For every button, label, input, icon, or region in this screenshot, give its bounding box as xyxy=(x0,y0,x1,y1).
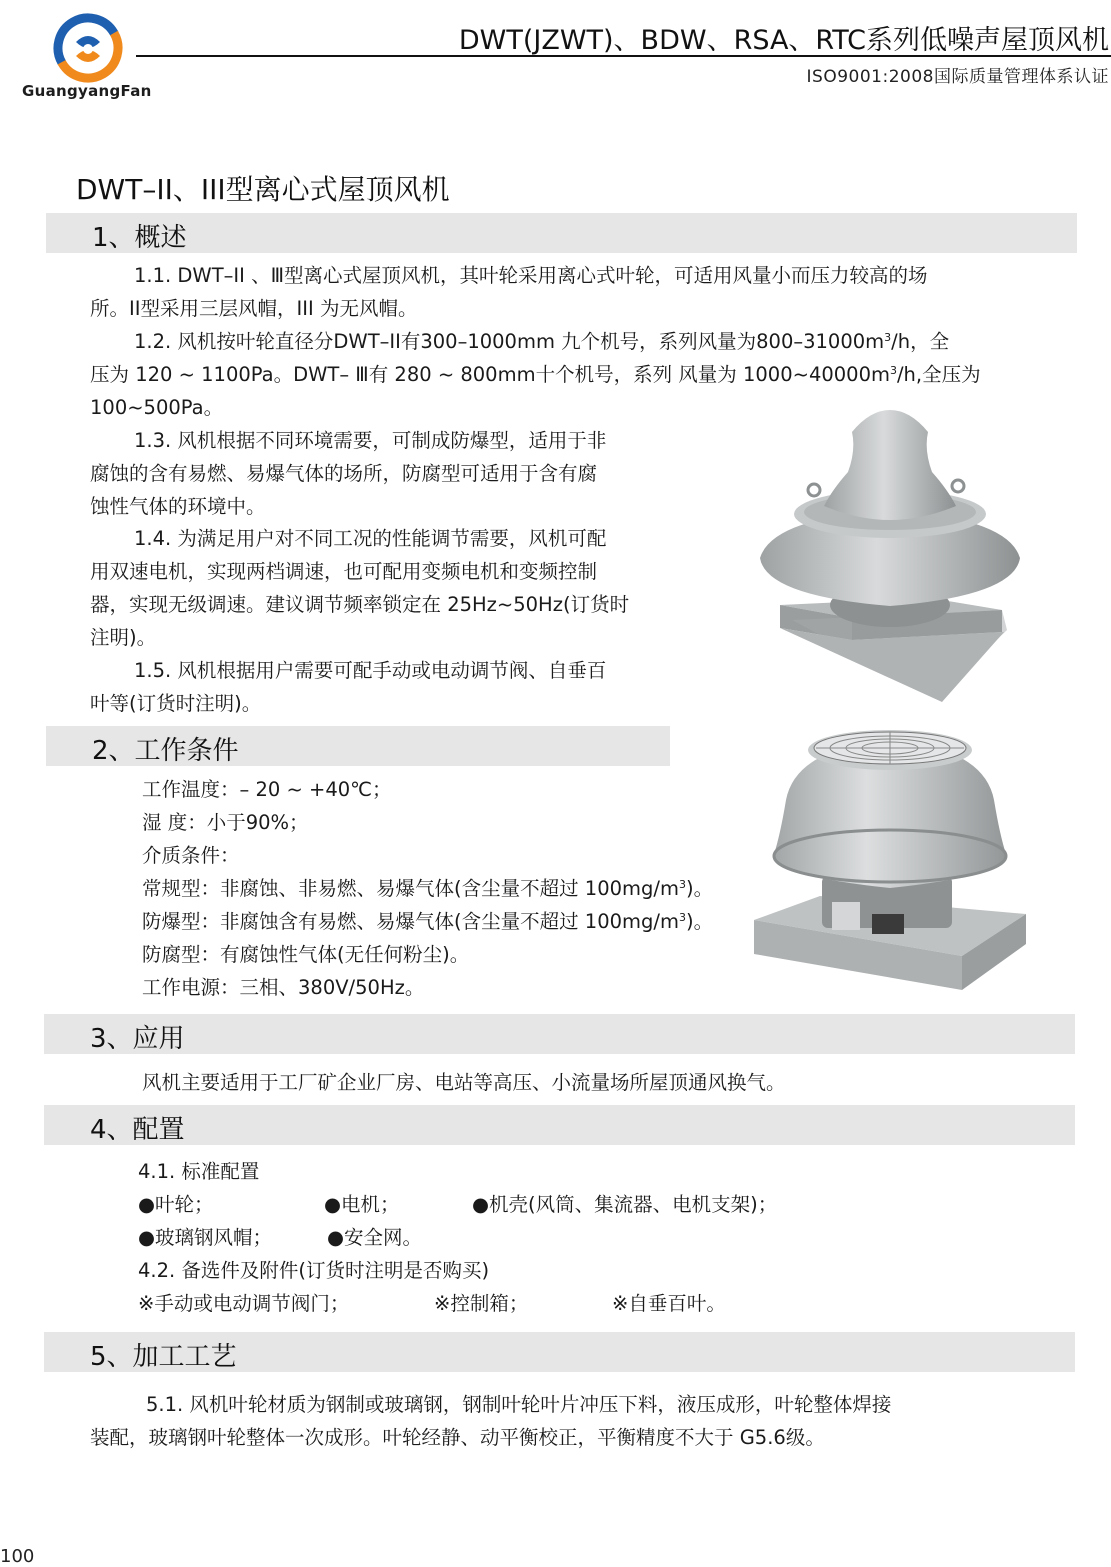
overview-p3-line2: 腐蚀的含有易燃、易爆气体的场所，防腐型可适用于含有腐 xyxy=(90,462,598,485)
section-bar-application xyxy=(44,1014,1075,1054)
condition-humidity: 湿 度：小于90%； xyxy=(142,811,309,834)
section-bar-configuration xyxy=(44,1105,1075,1145)
section-bar-processing xyxy=(44,1332,1075,1372)
processing-line2: 装配，玻璃钢叶轮整体一次成形。叶轮经静、动平衡校正，平衡精度不大于 G5.6级。 xyxy=(90,1426,825,1449)
section-heading-working-conditions: 2、工作条件 xyxy=(92,736,239,766)
optional-accessories-heading: 4.2. 备选件及附件(订货时注明是否购买) xyxy=(138,1259,490,1282)
condition-temperature: 工作温度：– 20 ~ +40℃； xyxy=(142,778,392,801)
dwt-iii-fan-image xyxy=(750,726,1030,994)
condition-power-supply: 工作电源：三相、380V/50Hz。 xyxy=(142,976,425,999)
overview-p1-line1: 1.1. DWT–II 、Ⅲ型离心式屋顶风机，其叶轮采用离心式叶轮，可适用风量小而压力较高的场 xyxy=(134,264,928,287)
page-number: 100 xyxy=(0,1546,35,1567)
overview-p5-line2: 叶等(订货时注明)。 xyxy=(90,692,262,715)
page-title: DWT–II、III型离心式屋顶风机 xyxy=(76,173,450,206)
overview-p4-line1: 1.4. 为满足用户对不同工况的性能调节需要，风机可配 xyxy=(134,527,607,550)
condition-standard-type: 常规型：非腐蚀、非易燃、易爆气体(含尘量不超过 $100mg/m^3$)。 xyxy=(142,877,714,900)
section-bar-working-conditions xyxy=(46,726,670,766)
standard-item-casing: ●机壳(风筒、集流器、电机支架)； xyxy=(472,1193,778,1216)
dwt-ii-fan-image xyxy=(752,410,1027,705)
section-heading-configuration: 4、配置 xyxy=(90,1115,185,1145)
condition-explosion-proof-type: 防爆型：非腐蚀含有易燃、易爆气体(含尘量不超过 $100mg/m^3$)。 xyxy=(142,910,714,933)
standard-item-frp-hood: ●玻璃钢风帽； xyxy=(138,1226,273,1249)
overview-p1-line2: 所。II型采用三层风帽，III 为无风帽。 xyxy=(90,297,418,320)
header-rule xyxy=(136,55,1111,57)
certification-text: ISO9001:2008国际质量管理体系认证 xyxy=(806,67,1109,87)
overview-p4-line2: 用双速电机，实现两档调速，也可配用变频电机和变频控制 xyxy=(90,560,598,583)
standard-item-motor: ●电机； xyxy=(324,1193,400,1216)
standard-item-safety-net: ●安全网。 xyxy=(327,1226,423,1249)
application-text: 风机主要适用于工厂矿企业厂房、电站等高压、小流量场所屋顶通风换气。 xyxy=(142,1071,786,1094)
optional-item-louver: ※自垂百叶。 xyxy=(612,1292,726,1315)
section-heading-application: 3、应用 xyxy=(90,1024,185,1054)
overview-p4-line3: 器，实现无级调速。建议调节频率锁定在 25Hz~50Hz(订货时 xyxy=(90,593,630,616)
processing-line1: 5.1. 风机叶轮材质为钢制或玻璃钢，钢制叶轮叶片冲压下料，液压成形，叶轮整体焊接 xyxy=(146,1393,892,1416)
overview-p2-line2: 压为 120 ~ 1100Pa。DWT– Ⅲ有 280 ~ 800mm十个机号，系列 风量为 $1000\sim 40000m^3/h$,全压为 xyxy=(90,363,981,386)
overview-p3-line1: 1.3. 风机根据不同环境需要，可制成防爆型，适用于非 xyxy=(134,429,607,452)
overview-p2-line3: 100~500Pa。 xyxy=(90,396,224,419)
overview-p5-line1: 1.5. 风机根据用户需要可配手动或电动调节阀、自垂百 xyxy=(134,659,607,682)
overview-p3-line3: 蚀性气体的环境中。 xyxy=(90,495,266,518)
overview-p4-line4: 注明)。 xyxy=(90,626,157,649)
section-heading-processing: 5、加工工艺 xyxy=(90,1342,237,1372)
overview-p2-line1: 1.2. 风机按叶轮直径分DWT–II有300–1000mm 九个机号，系列风量为$800-31000m^3/h$，全 xyxy=(134,330,950,353)
condition-anticorrosion-type: 防腐型：有腐蚀性气体(无任何粉尘)。 xyxy=(142,943,470,966)
optional-item-control-box: ※控制箱； xyxy=(434,1292,529,1315)
logo-emblem-icon xyxy=(48,12,128,84)
standard-config-heading: 4.1. 标准配置 xyxy=(138,1160,260,1183)
optional-item-damper: ※手动或电动调节阀门； xyxy=(138,1292,350,1315)
section-heading-overview: 1、概述 xyxy=(92,223,187,253)
section-bar-overview xyxy=(46,213,1077,253)
standard-item-impeller: ●叶轮； xyxy=(138,1193,214,1216)
series-title: DWT(JZWT)、BDW、RSA、RTC系列低噪声屋顶风机 xyxy=(458,25,1109,56)
brand-name: GuangyangFan xyxy=(22,82,152,100)
condition-medium: 介质条件： xyxy=(142,844,240,867)
